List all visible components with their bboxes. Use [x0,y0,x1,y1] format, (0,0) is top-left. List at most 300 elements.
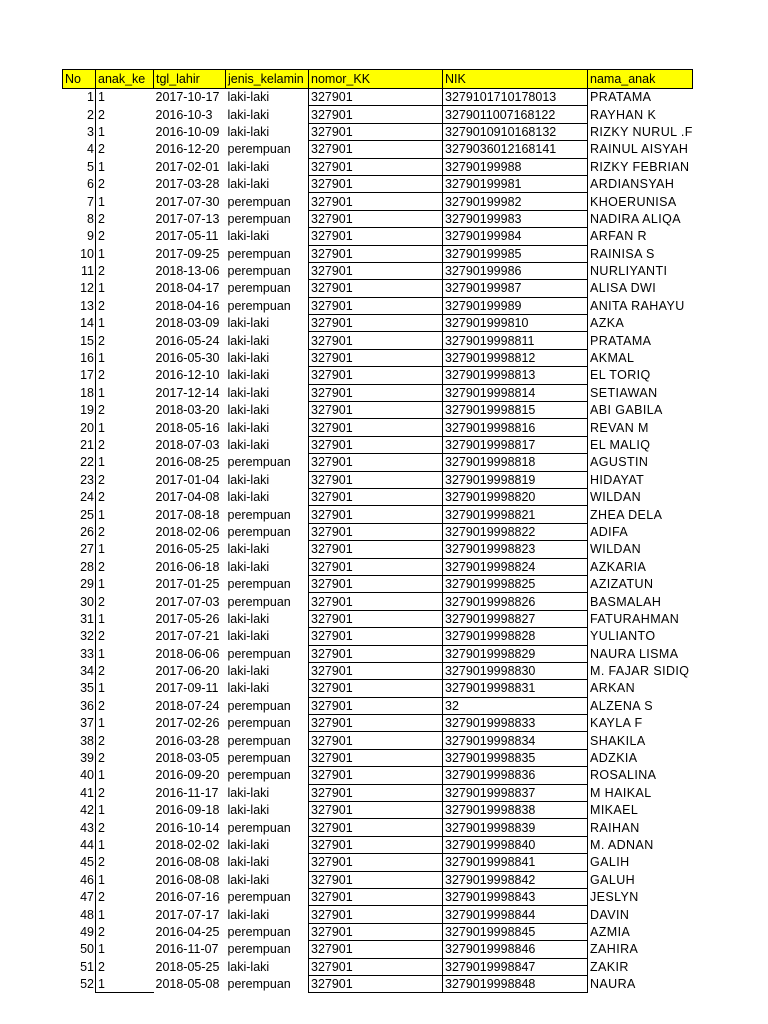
cell-nomor-kk[interactable]: 327901 [309,332,443,349]
cell-tgl-lahir[interactable]: 2016-08-08 [155,855,220,870]
cell-tgl-lahir[interactable]: 2017-07-30 [155,194,220,209]
cell-jenis-kelamin[interactable]: laki-laki [227,368,270,383]
cell-jenis-kelamin[interactable]: perempuan [227,211,291,226]
cell-anak-ke[interactable]: 1 [96,315,154,332]
cell-nama-anak[interactable]: NAURA LISMA [590,646,679,661]
cell-no[interactable]: 12 [80,281,94,296]
cell-tgl-lahir[interactable]: 2018-03-20 [155,403,220,418]
cell-nama-anak[interactable]: ANITA RAHAYU [590,298,685,313]
cell-no[interactable]: 48 [80,907,94,922]
cell-tgl-lahir[interactable]: 2017-07-13 [155,211,220,226]
cell-tgl-lahir[interactable]: 2016-08-25 [155,455,220,470]
cell-nik[interactable]: 32790199986 [443,262,588,279]
cell-anak-ke[interactable]: 2 [96,523,154,540]
cell-tgl-lahir[interactable]: 2017-01-25 [155,577,220,592]
cell-nomor-kk[interactable]: 327901 [309,436,443,453]
cell-nomor-kk[interactable]: 327901 [309,523,443,540]
cell-nomor-kk[interactable]: 327901 [309,906,443,923]
cell-nama-anak[interactable]: WILDAN [590,542,642,557]
cell-nomor-kk[interactable]: 327901 [309,784,443,801]
cell-anak-ke[interactable]: 2 [96,436,154,453]
cell-anak-ke[interactable]: 2 [96,854,154,871]
cell-nomor-kk[interactable]: 327901 [309,697,443,714]
cell-jenis-kelamin[interactable]: perempuan [227,142,291,157]
cell-nomor-kk[interactable]: 327901 [309,245,443,262]
cell-tgl-lahir[interactable]: 2018-05-08 [155,977,220,992]
cell-jenis-kelamin[interactable]: perempuan [227,751,291,766]
cell-nama-anak[interactable]: NADIRA ALIQA [590,211,681,226]
cell-no[interactable]: 2 [87,107,94,122]
cell-anak-ke[interactable]: 2 [96,332,154,349]
cell-tgl-lahir[interactable]: 2016-11-17 [155,785,219,800]
cell-tgl-lahir[interactable]: 2017-03-28 [155,177,220,192]
cell-jenis-kelamin[interactable]: laki-laki [227,420,270,435]
cell-no[interactable]: 3 [87,124,94,139]
cell-nama-anak[interactable]: AZIZATUN [590,577,654,592]
cell-tgl-lahir[interactable]: 2016-10-14 [155,820,220,835]
cell-nama-anak[interactable]: AKMAL [590,351,635,366]
cell-nama-anak[interactable]: M. ADNAN [590,837,654,852]
cell-nomor-kk[interactable]: 327901 [309,349,443,366]
cell-nomor-kk[interactable]: 327901 [309,593,443,610]
cell-no[interactable]: 39 [80,751,94,766]
cell-nama-anak[interactable]: ZHEA DELA [590,507,663,522]
cell-nik[interactable]: 32790199989 [443,297,588,314]
cell-anak-ke[interactable]: 1 [96,280,154,297]
cell-tgl-lahir[interactable]: 2016-12-20 [155,142,220,157]
cell-anak-ke[interactable]: 1 [96,871,154,888]
cell-no[interactable]: 23 [80,472,94,487]
cell-nik[interactable]: 32790199981 [443,175,588,192]
cell-anak-ke[interactable]: 2 [96,697,154,714]
cell-nomor-kk[interactable]: 327901 [309,262,443,279]
header-nama-anak[interactable]: nama_anak [588,70,693,89]
cell-nik[interactable]: 3279019998811 [443,332,588,349]
cell-nik[interactable]: 32790199982 [443,193,588,210]
cell-nik[interactable]: 3279019998837 [443,784,588,801]
cell-jenis-kelamin[interactable]: perempuan [227,977,291,992]
cell-anak-ke[interactable]: 2 [96,958,154,975]
cell-no[interactable]: 37 [80,716,94,731]
cell-nik[interactable]: 3279019998813 [443,367,588,384]
cell-jenis-kelamin[interactable]: perempuan [227,716,291,731]
cell-anak-ke[interactable]: 1 [96,680,154,697]
cell-nama-anak[interactable]: JESLYN [590,890,639,905]
cell-tgl-lahir[interactable]: 2017-06-20 [155,664,220,679]
cell-jenis-kelamin[interactable]: laki-laki [227,959,270,974]
cell-jenis-kelamin[interactable]: laki-laki [227,681,270,696]
cell-nik[interactable]: 3279036012168141 [443,141,588,158]
cell-nomor-kk[interactable]: 327901 [309,506,443,523]
cell-jenis-kelamin[interactable]: laki-laki [227,403,270,418]
cell-tgl-lahir[interactable]: 2016-06-18 [155,559,220,574]
cell-no[interactable]: 25 [80,507,94,522]
cell-nik[interactable]: 3279019998833 [443,715,588,732]
cell-tgl-lahir[interactable]: 2018-07-03 [155,438,220,452]
cell-tgl-lahir[interactable]: 2018-04-16 [155,298,220,313]
cell-jenis-kelamin[interactable]: perempuan [227,281,291,296]
cell-no[interactable]: 26 [80,524,94,539]
cell-tgl-lahir[interactable]: 2016-05-24 [155,333,220,348]
cell-anak-ke[interactable]: 1 [96,158,154,175]
header-nomor-kk[interactable]: nomor_KK [309,70,443,89]
cell-no[interactable]: 17 [80,368,94,383]
cell-no[interactable]: 47 [80,890,94,905]
cell-tgl-lahir[interactable]: 2017-09-25 [155,246,220,261]
cell-nik[interactable]: 3279011007168122 [443,106,588,123]
cell-nama-anak[interactable]: BASMALAH [590,594,662,609]
cell-jenis-kelamin[interactable]: laki-laki [227,438,270,452]
cell-anak-ke[interactable]: 2 [96,367,154,384]
cell-no[interactable]: 33 [80,646,94,661]
cell-anak-ke[interactable]: 2 [96,749,154,766]
cell-nik[interactable]: 3279019998828 [443,628,588,645]
cell-anak-ke[interactable]: 2 [96,488,154,505]
cell-jenis-kelamin[interactable]: perempuan [227,194,291,209]
cell-nama-anak[interactable]: NAURA [590,977,636,992]
cell-jenis-kelamin[interactable]: laki-laki [227,855,270,870]
cell-tgl-lahir[interactable]: 2017-05-26 [155,611,220,626]
cell-nama-anak[interactable]: AZKARIA [590,559,647,574]
cell-jenis-kelamin[interactable]: laki-laki [227,124,270,139]
cell-jenis-kelamin[interactable]: perempuan [227,698,291,713]
cell-nik[interactable]: 3279010910168132 [443,123,588,140]
cell-tgl-lahir[interactable]: 2018-02-06 [155,524,220,539]
cell-no[interactable]: 6 [87,177,94,192]
cell-jenis-kelamin[interactable]: perempuan [227,524,291,539]
cell-nama-anak[interactable]: ARDIANSYAH [590,177,675,192]
cell-nik[interactable]: 3279019998817 [443,436,588,453]
cell-jenis-kelamin[interactable]: laki-laki [227,351,270,366]
cell-nama-anak[interactable]: M HAIKAL [590,785,652,800]
cell-nama-anak[interactable]: AZMIA [590,924,631,939]
cell-nik[interactable]: 3279019998830 [443,662,588,679]
cell-tgl-lahir[interactable]: 2017-07-17 [155,907,220,922]
cell-no[interactable]: 29 [80,577,94,592]
cell-jenis-kelamin[interactable]: perempuan [227,298,291,313]
cell-anak-ke[interactable]: 2 [96,628,154,645]
cell-nama-anak[interactable]: PRATAMA [590,90,652,105]
cell-anak-ke[interactable]: 2 [96,784,154,801]
cell-nik[interactable]: 3279019998823 [443,541,588,558]
cell-jenis-kelamin[interactable]: laki-laki [227,837,270,852]
cell-anak-ke[interactable]: 1 [96,193,154,210]
cell-anak-ke[interactable]: 1 [96,541,154,558]
cell-tgl-lahir[interactable]: 2016-09-20 [155,768,220,783]
cell-tgl-lahir[interactable]: 2016-11-07 [155,942,219,957]
cell-nomor-kk[interactable]: 327901 [309,315,443,332]
cell-nama-anak[interactable]: PRATAMA [590,333,652,348]
cell-jenis-kelamin[interactable]: laki-laki [227,542,270,557]
cell-no[interactable]: 28 [80,559,94,574]
cell-tgl-lahir[interactable]: 2016-12-10 [155,368,220,383]
cell-nomor-kk[interactable]: 327901 [309,871,443,888]
cell-nama-anak[interactable]: KAYLA F [590,716,643,731]
cell-anak-ke[interactable]: 2 [96,141,154,158]
cell-nama-anak[interactable]: ROSALINA [590,768,657,783]
cell-jenis-kelamin[interactable]: laki-laki [227,333,270,348]
cell-anak-ke[interactable]: 1 [96,836,154,853]
cell-anak-ke[interactable]: 2 [96,175,154,192]
cell-nama-anak[interactable]: DAVIN [590,907,630,922]
cell-nomor-kk[interactable]: 327901 [309,89,443,106]
cell-no[interactable]: 49 [80,924,94,939]
cell-anak-ke[interactable]: 2 [96,262,154,279]
cell-nama-anak[interactable]: WILDAN [590,490,642,505]
cell-nama-anak[interactable]: GALUH [590,872,636,887]
cell-jenis-kelamin[interactable]: perempuan [227,577,291,592]
cell-nomor-kk[interactable]: 327901 [309,141,443,158]
cell-anak-ke[interactable]: 1 [96,245,154,262]
cell-nomor-kk[interactable]: 327901 [309,941,443,958]
cell-jenis-kelamin[interactable]: perempuan [227,733,291,748]
cell-anak-ke[interactable]: 1 [96,575,154,592]
cell-nama-anak[interactable]: GALIH [590,855,630,870]
cell-tgl-lahir[interactable]: 2017-01-04 [155,472,220,487]
cell-nik[interactable]: 3279019998829 [443,645,588,662]
cell-tgl-lahir[interactable]: 2017-09-11 [155,681,219,696]
cell-no[interactable]: 8 [87,211,94,226]
cell-nomor-kk[interactable]: 327901 [309,767,443,784]
cell-no[interactable]: 24 [80,490,94,505]
cell-no[interactable]: 36 [80,698,94,713]
cell-nik[interactable]: 3279019998839 [443,819,588,836]
cell-no[interactable]: 34 [80,664,94,679]
cell-no[interactable]: 11 [81,264,94,279]
cell-anak-ke[interactable]: 2 [96,923,154,940]
cell-no[interactable]: 19 [80,403,94,418]
cell-nik[interactable]: 3279019998834 [443,732,588,749]
cell-jenis-kelamin[interactable]: laki-laki [227,229,270,244]
cell-anak-ke[interactable]: 2 [96,471,154,488]
cell-jenis-kelamin[interactable]: perempuan [227,264,291,279]
cell-tgl-lahir[interactable]: 2016-05-30 [155,351,220,366]
cell-tgl-lahir[interactable]: 2018-03-05 [155,751,220,766]
cell-nomor-kk[interactable]: 327901 [309,297,443,314]
cell-no[interactable]: 30 [80,594,94,609]
cell-no[interactable]: 14 [80,316,94,331]
cell-nik[interactable]: 32 [443,697,588,714]
cell-nomor-kk[interactable]: 327901 [309,715,443,732]
cell-nama-anak[interactable]: EL TORIQ [590,368,651,383]
cell-nama-anak[interactable]: EL MALIQ [590,438,651,452]
cell-nik[interactable]: 3279019998847 [443,958,588,975]
cell-no[interactable]: 41 [80,785,94,800]
cell-no[interactable]: 43 [80,820,94,835]
cell-nomor-kk[interactable]: 327901 [309,175,443,192]
cell-no[interactable]: 32 [80,629,94,644]
cell-tgl-lahir[interactable]: 2017-02-26 [155,716,220,731]
cell-no[interactable]: 13 [80,298,94,313]
cell-nik[interactable]: 32790199987 [443,280,588,297]
cell-nama-anak[interactable]: ARKAN [590,681,636,696]
cell-jenis-kelamin[interactable]: laki-laki [227,803,270,818]
cell-jenis-kelamin[interactable]: perempuan [227,455,291,470]
cell-nomor-kk[interactable]: 327901 [309,888,443,905]
cell-nama-anak[interactable]: AZKA [590,316,625,331]
header-tgl-lahir[interactable]: tgl_lahir [154,70,226,89]
cell-jenis-kelamin[interactable]: perempuan [227,646,291,661]
cell-jenis-kelamin[interactable]: laki-laki [227,385,270,400]
cell-nik[interactable]: 3279019998824 [443,558,588,575]
cell-nomor-kk[interactable]: 327901 [309,732,443,749]
cell-anak-ke[interactable]: 2 [96,228,154,245]
cell-jenis-kelamin[interactable]: laki-laki [227,177,270,192]
cell-nama-anak[interactable]: ALZENA S [590,698,653,713]
cell-nomor-kk[interactable]: 327901 [309,680,443,697]
cell-tgl-lahir[interactable]: 2018-06-06 [155,646,220,661]
cell-nama-anak[interactable]: ZAKIR [590,959,629,974]
cell-anak-ke[interactable]: 2 [96,732,154,749]
cell-nik[interactable]: 3279019998812 [443,349,588,366]
cell-no[interactable]: 21 [80,438,94,452]
cell-nik[interactable]: 327901999810 [443,315,588,332]
cell-tgl-lahir[interactable]: 2017-07-21 [155,629,220,644]
cell-nomor-kk[interactable]: 327901 [309,402,443,419]
cell-jenis-kelamin[interactable]: laki-laki [227,90,270,105]
cell-anak-ke[interactable]: 2 [96,819,154,836]
cell-nik[interactable]: 3279019998814 [443,384,588,401]
cell-nama-anak[interactable]: KHOERUNISA [590,194,677,209]
cell-nama-anak[interactable]: RIZKY NURUL .F [590,124,693,139]
cell-nik[interactable]: 3279101710178013 [443,89,588,106]
cell-nomor-kk[interactable]: 327901 [309,123,443,140]
cell-nomor-kk[interactable]: 327901 [309,228,443,245]
cell-anak-ke[interactable]: 1 [96,89,154,106]
cell-nomor-kk[interactable]: 327901 [309,558,443,575]
cell-nama-anak[interactable]: M. FAJAR SIDIQ [590,664,690,679]
cell-tgl-lahir[interactable]: 2018-02-02 [155,837,220,852]
header-no[interactable]: No [63,70,96,89]
cell-nomor-kk[interactable]: 327901 [309,419,443,436]
cell-nama-anak[interactable]: NURLIYANTI [590,264,668,279]
cell-jenis-kelamin[interactable]: perempuan [227,594,291,609]
cell-nama-anak[interactable]: RAINUL AISYAH [590,142,689,157]
cell-nik[interactable]: 32790199988 [443,158,588,175]
cell-anak-ke[interactable]: 1 [96,454,154,471]
cell-nomor-kk[interactable]: 327901 [309,923,443,940]
cell-nomor-kk[interactable]: 327901 [309,158,443,175]
cell-anak-ke[interactable]: 2 [96,106,154,123]
cell-nik[interactable]: 3279019998840 [443,836,588,853]
cell-tgl-lahir[interactable]: 2017-10-17 [155,90,220,105]
cell-nik[interactable]: 32790199985 [443,245,588,262]
cell-nama-anak[interactable]: HIDAYAT [590,472,645,487]
cell-nik[interactable]: 3279019998846 [443,941,588,958]
cell-tgl-lahir[interactable]: 2016-10-09 [155,124,220,139]
cell-no[interactable]: 16 [80,351,94,366]
cell-nama-anak[interactable]: SHAKILA [590,733,646,748]
cell-jenis-kelamin[interactable]: laki-laki [227,664,270,679]
cell-no[interactable]: 10 [80,246,94,261]
cell-anak-ke[interactable]: 1 [96,123,154,140]
cell-tgl-lahir[interactable]: 2017-02-01 [155,159,220,174]
cell-anak-ke[interactable]: 1 [96,802,154,819]
cell-nik[interactable]: 3279019998845 [443,923,588,940]
cell-jenis-kelamin[interactable]: laki-laki [227,785,270,800]
cell-nomor-kk[interactable]: 327901 [309,628,443,645]
cell-jenis-kelamin[interactable]: perempuan [227,820,291,835]
cell-tgl-lahir[interactable]: 2016-10-3 [155,107,213,122]
cell-nama-anak[interactable]: AGUSTIN [590,455,649,470]
cell-nik[interactable]: 3279019998835 [443,749,588,766]
cell-no[interactable]: 20 [80,420,94,435]
cell-nik[interactable]: 3279019998819 [443,471,588,488]
cell-tgl-lahir[interactable]: 2018-05-25 [155,959,220,974]
cell-nomor-kk[interactable]: 327901 [309,575,443,592]
cell-nomor-kk[interactable]: 327901 [309,471,443,488]
cell-no[interactable]: 7 [87,194,94,209]
cell-nama-anak[interactable]: YULIANTO [590,629,656,644]
cell-nik[interactable]: 3279019998818 [443,454,588,471]
cell-nik[interactable]: 32790199984 [443,228,588,245]
cell-anak-ke[interactable]: 1 [96,419,154,436]
cell-jenis-kelamin[interactable]: perempuan [227,924,291,939]
cell-no[interactable]: 1 [87,90,94,105]
cell-nama-anak[interactable]: ADIFA [590,524,629,539]
cell-anak-ke[interactable]: 2 [96,593,154,610]
cell-nomor-kk[interactable]: 327901 [309,106,443,123]
cell-nama-anak[interactable]: REVAN M [590,420,649,435]
cell-nomor-kk[interactable]: 327901 [309,193,443,210]
cell-anak-ke[interactable]: 1 [96,906,154,923]
cell-tgl-lahir[interactable]: 2016-07-16 [155,890,220,905]
cell-nomor-kk[interactable]: 327901 [309,645,443,662]
cell-jenis-kelamin[interactable]: perempuan [227,768,291,783]
cell-no[interactable]: 9 [87,229,94,244]
cell-no[interactable]: 5 [87,159,94,174]
cell-tgl-lahir[interactable]: 2018-04-17 [155,281,220,296]
cell-jenis-kelamin[interactable]: perempuan [227,246,291,261]
cell-tgl-lahir[interactable]: 2017-08-18 [155,507,220,522]
cell-jenis-kelamin[interactable]: laki-laki [227,629,270,644]
cell-tgl-lahir[interactable]: 2017-04-08 [155,490,220,505]
cell-nama-anak[interactable]: ZAHIRA [590,942,639,957]
cell-no[interactable]: 51 [80,959,94,974]
cell-nik[interactable]: 3279019998843 [443,888,588,905]
cell-no[interactable]: 27 [80,542,94,557]
cell-no[interactable]: 45 [80,855,94,870]
cell-anak-ke[interactable]: 1 [96,384,154,401]
cell-nik[interactable]: 3279019998848 [443,975,588,992]
cell-nama-anak[interactable]: SETIAWAN [590,385,658,400]
cell-no[interactable]: 44 [80,837,94,852]
cell-nomor-kk[interactable]: 327901 [309,975,443,992]
cell-jenis-kelamin[interactable]: perempuan [227,507,291,522]
cell-tgl-lahir[interactable]: 2016-03-28 [155,733,220,748]
cell-no[interactable]: 42 [80,803,94,818]
cell-jenis-kelamin[interactable]: perempuan [227,890,291,905]
cell-nomor-kk[interactable]: 327901 [309,384,443,401]
cell-nama-anak[interactable]: RAYHAN K [590,107,657,122]
cell-jenis-kelamin[interactable]: perempuan [227,942,291,957]
cell-tgl-lahir[interactable]: 2016-04-25 [155,924,220,939]
cell-tgl-lahir[interactable]: 2017-12-14 [155,385,220,400]
cell-nik[interactable]: 3279019998841 [443,854,588,871]
cell-nama-anak[interactable]: FATURAHMAN [590,611,680,626]
cell-nomor-kk[interactable]: 327901 [309,958,443,975]
cell-jenis-kelamin[interactable]: laki-laki [227,611,270,626]
cell-jenis-kelamin[interactable]: laki-laki [227,316,270,331]
cell-nomor-kk[interactable]: 327901 [309,210,443,227]
cell-no[interactable]: 18 [80,385,94,400]
cell-nomor-kk[interactable]: 327901 [309,854,443,871]
cell-no[interactable]: 38 [80,733,94,748]
header-jenis-kelamin[interactable]: jenis_kelamin [226,70,309,89]
cell-nik[interactable]: 3279019998821 [443,506,588,523]
cell-nik[interactable]: 32790199983 [443,210,588,227]
cell-anak-ke[interactable]: 1 [96,715,154,732]
